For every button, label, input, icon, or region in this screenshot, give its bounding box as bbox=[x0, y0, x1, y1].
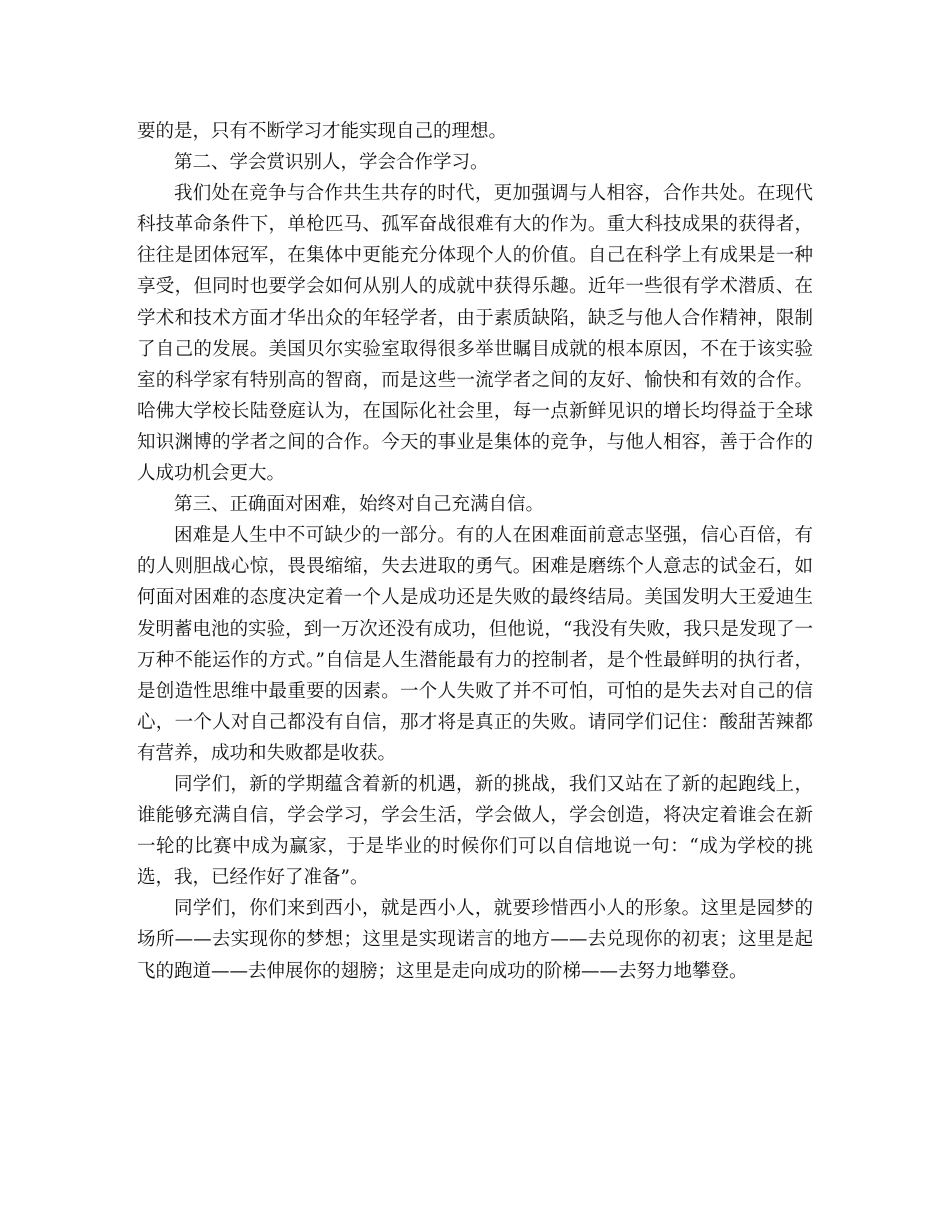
paragraph-new-semester: 同学们，新的学期蕴含着新的机遇，新的挑战，我们又站在了新的起跑线上，谁能够充满自信，学会学习，学会生活，学会做人，学会创造，将决定着谁会在新一轮的比赛中成为赢家，于是毕业的时候你们可以自信地说一句：“成为学校的挑选，我，已经作好了准备”。 bbox=[137, 773, 813, 889]
section-heading-third: 第三、正确面对困难，始终对自己充满自信。 bbox=[174, 494, 545, 516]
paragraph-continued: 要的是，只有不断学习才能实现自己的理想。 bbox=[137, 121, 508, 142]
paragraph-cooperation: 我们处在竞争与合作共生共存的时代，更加强调与人相容，合作共处。在现代科技革命条件下，单枪匹马、孤军奋战很难有大的作为。重大科技成果的获得者，往往是团体冠军，在集体中更能充分体现个人的价值。自己在科学上有成果是一种享受，但同时也要学会如何从别人的成就中获得乐趣。近年一些很有学术潜质、在学术和技术方面才华出众的年轻学者，由于素质缺陷，缺乏与他人合作精神，限制了自己的发展。美国贝尔实验室取得很多举世瞩目成就的根本原因，不在于该实验室的科学家有特别高的智商，而是这些一流学者之间的友好、愉快和有效的合作。哈佛大学校长陆登庭认为，在国际化社会里，每一点新鲜见识的增长均得益于全球知识渊博的学者之间的合作。今天的事业是集体的竞争，与他人相容，善于合作的人成功机会更大。 bbox=[137, 183, 813, 485]
paragraph-school-image: 同学们，你们来到西小，就是西小人，就要珍惜西小人的形象。这里是园梦的场所——去实现你的梦想；这里是实现诺言的地方——去兑现你的初衷；这里是起飞的跑道——去伸展你的翅膀；这里是走向成功的阶梯——去努力地攀登。 bbox=[137, 898, 813, 982]
document-body bbox=[137, 116, 813, 987]
paragraph-difficulty: 困难是人生中不可缺少的一部分。有的人在困难面前意志坚强，信心百倍，有的人则胆战心惊，畏畏缩缩，失去进取的勇气。困难是磨练个人意志的试金石，如何面对困难的态度决定着一个人是成功还是失败的最终结局。美国发明大王爱迪生发明蓄电池的实验，到一万次还没有成功，但他说，“我没有失败，我只是发现了一万种不能运作的方式。”自信是人生潜能最有力的控制者，是个性最鲜明的执行者，是创造性思维中最重要的因素。一个人失败了并不可怕，可怕的是失去对自己的信心，一个人对自己都没有自信，那才将是真正的失败。请同学们记住：酸甜苦辣都有营养，成功和失败都是收获。 bbox=[137, 525, 813, 764]
section-heading-second: 第二、学会赏识别人，学会合作学习。 bbox=[174, 152, 489, 174]
